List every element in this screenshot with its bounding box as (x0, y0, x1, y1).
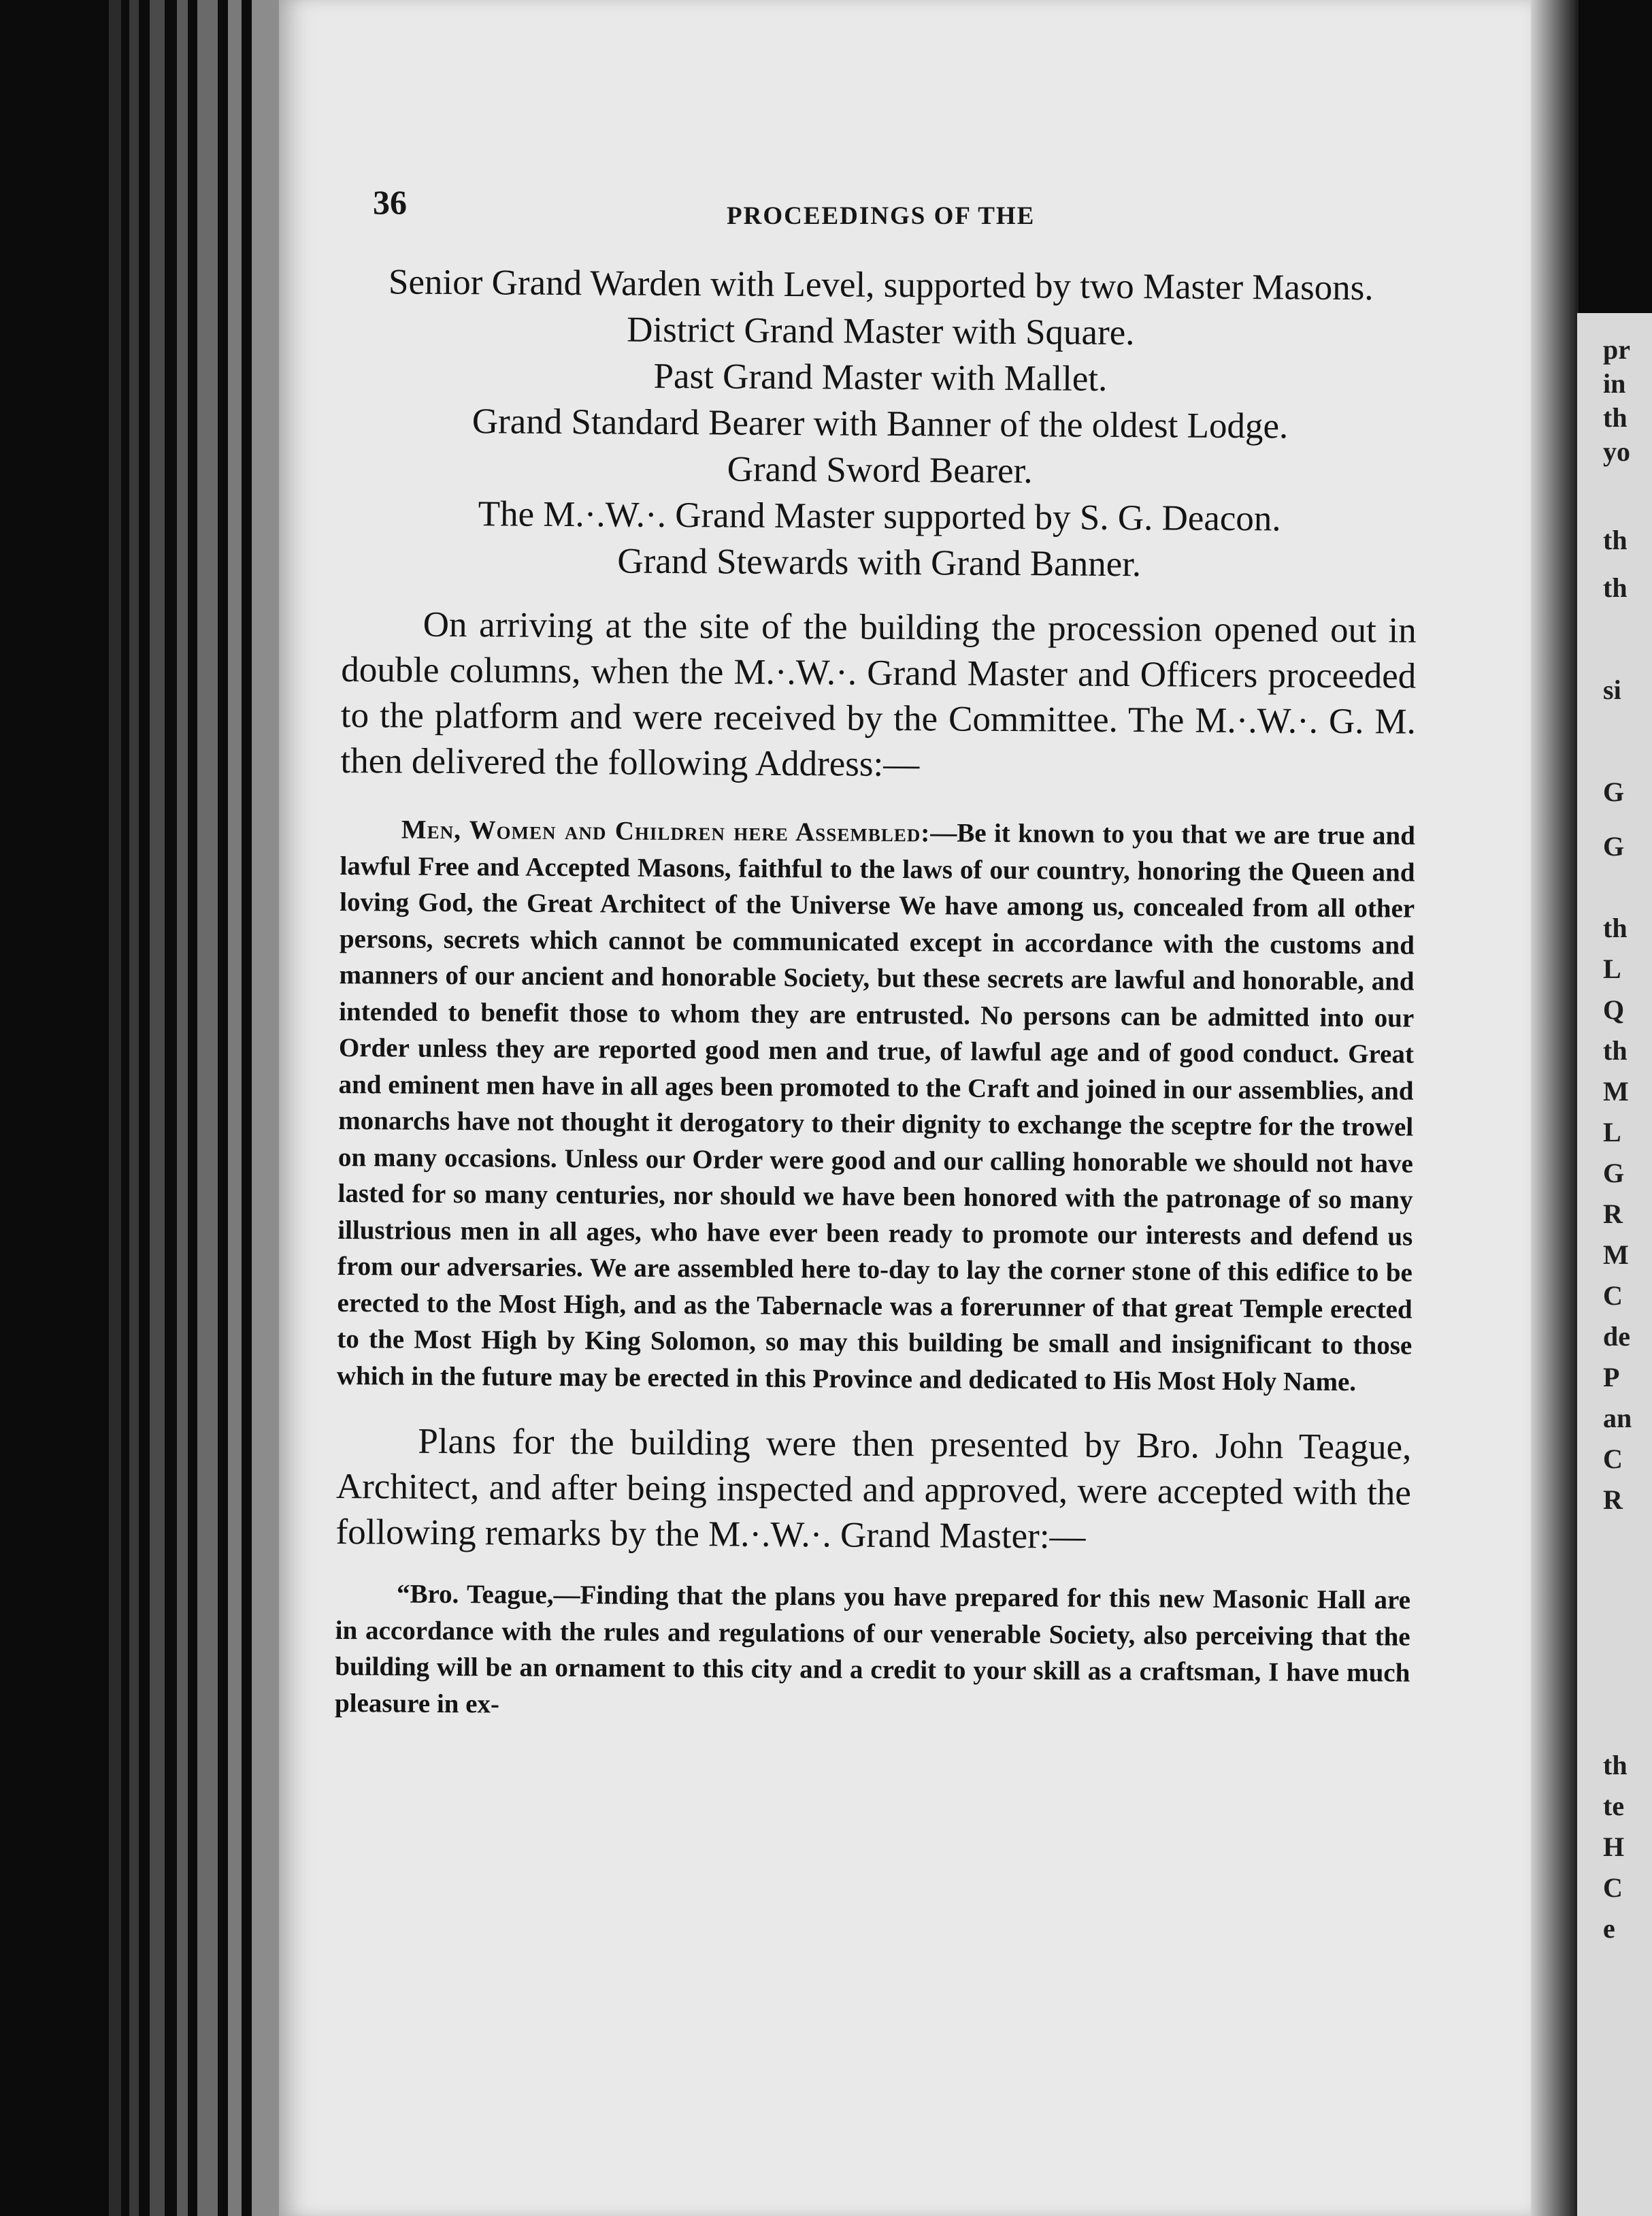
facing-page-fragment: C (1603, 1444, 1623, 1474)
paragraph-arrival: On arriving at the site of the building the procession opened out in double columns, when the M.·.W.·. Grand Master and Officers proceeded to the platform and were received by the Committee. The M.·.W.·. G. M. then delivered the following Address:— (340, 604, 1417, 785)
address-salutation: Men, Women and Children here Assembled: (401, 815, 931, 848)
facing-page-fragment: e (1603, 1913, 1615, 1944)
facing-page-fragment: R (1603, 1199, 1623, 1229)
page-gutter (1531, 0, 1579, 2216)
facing-page-fragment: G (1603, 831, 1625, 862)
facing-page-fragment: si (1603, 674, 1621, 705)
facing-page-fragment: th (1603, 402, 1628, 433)
book-edges (102, 0, 306, 2216)
facing-page-fragment: th (1603, 572, 1628, 603)
procession-line: Senior Grand Warden with Level, supported by two Master Masons. (388, 262, 1374, 308)
facing-page-fragment: M (1603, 1239, 1629, 1270)
facing-page (1577, 313, 1652, 2216)
page-number: 36 (373, 183, 407, 221)
address-body: —Be it known to you that we are true and lawful Free and Accepted Masons, faithful to the laws of our country, honoring the Queen and loving God, the Great Architect of the Universe We have among us, concealed from all other persons, secrets which cannot be communicated except in accordance with the customs and manners of our ancient and honorable Society, but these secrets are lawful and honorable, and intended to benefit those to whom they are entrusted. No persons can be admitted into our Order unless they are reported good men and true, of lawful age and of good conduct. Great and eminent men have in all ages been promoted to the Craft and joined in our assemblies, and monarchs have not thought it derogatory to their dignity to exchange the sceptre for the trowel on many occasions. Unless our Order were good and our calling honorable we should not have lasted for so many centuries, nor should we have been honored with the patronage of so many illustrious men in all ages, who have ever been ready to promote our interests and defend us from our adversaries. We are assembled here to-day to lay the corner stone of this edifice to be erected to the Most High, and as the Tabernacle was a forerunner of that great Temple erected to the Most High by King Solomon, so may this building be small and insignificant to those which in the future may be erected in this Province and dedicated to His Most Holy Name. (336, 818, 1415, 1397)
facing-page-fragment: G (1603, 1158, 1625, 1188)
page-header (373, 182, 1407, 237)
facing-page-fragment: in (1603, 368, 1626, 399)
remarks-text: “Bro. Teague,—Finding that the plans you have prepared for this new Masonic Hall are in accordance with the rules and regulations of our venerable Society, also perceiving that the building will be an ornament to this city and a credit to your skill as a craftsman, I have much pleasure in ex- (334, 1579, 1411, 1718)
procession-list (342, 259, 1419, 589)
facing-page-fragment: th (1603, 1750, 1628, 1780)
facing-page-fragment: te (1603, 1791, 1625, 1821)
procession-line: Grand Standard Bearer with Banner of the oldest Lodge. (472, 402, 1289, 446)
facing-page-fragment: yo (1603, 436, 1630, 467)
facing-page-fragment: L (1603, 1117, 1621, 1147)
facing-page-fragment: th (1603, 525, 1628, 555)
facing-page-fragment: de (1603, 1321, 1630, 1352)
procession-line: The M.·.W.·. Grand Master supported by S. G. Deacon. (478, 494, 1281, 539)
facing-page-fragment: th (1603, 1035, 1628, 1066)
facing-page-fragment: M (1603, 1076, 1629, 1107)
procession-line: Grand Sword Bearer. (727, 449, 1033, 491)
page-body (335, 259, 1419, 1728)
facing-page-fragment: C (1603, 1280, 1623, 1311)
facing-page-fragment: Q (1603, 994, 1625, 1025)
facing-page-fragment: G (1603, 777, 1625, 807)
running-head: PROCEEDINGS OF THE (727, 202, 1036, 230)
facing-page-fragment: C (1603, 1872, 1623, 1903)
procession-line: Grand Stewards with Grand Banner. (617, 541, 1142, 585)
facing-page-fragment: an (1603, 1403, 1632, 1433)
facing-page-fragment: L (1603, 954, 1621, 984)
facing-page-fragment: R (1603, 1484, 1623, 1515)
paragraph-plans: Plans for the building were then presented by Bro. John Teague, Architect, and after being inspected and approved, were accepted with the following remarks by the M.·.W.·. Grand Master:— (335, 1421, 1412, 1557)
facing-page-fragment: th (1603, 913, 1628, 943)
facing-page-fragment: pr (1603, 334, 1630, 365)
facing-page-fragment: H (1603, 1831, 1625, 1862)
facing-page-fragment: P (1603, 1362, 1620, 1392)
address-text (337, 811, 1415, 1401)
procession-line: Past Grand Master with Mallet. (653, 356, 1108, 399)
procession-line: District Grand Master with Square. (627, 310, 1135, 353)
